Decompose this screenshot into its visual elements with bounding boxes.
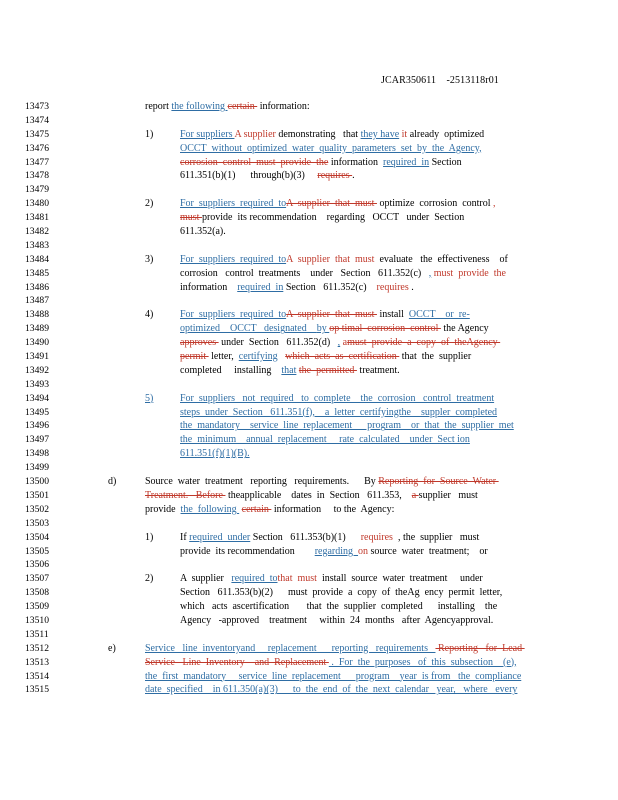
line-text xyxy=(180,364,400,378)
line-text xyxy=(180,433,470,447)
body-text: Section 611.353(b)(2) must provide a copy of theAg ency permit letter, xyxy=(180,587,503,599)
document-line xyxy=(0,642,618,656)
inserted-text: For suppliers required to xyxy=(180,198,287,210)
document-suffix: -2513118r01 xyxy=(446,75,499,86)
changed-text: A supplier xyxy=(234,128,276,140)
inserted-text: required to xyxy=(231,573,278,585)
inserted-text: regarding xyxy=(314,545,359,557)
line-number: 13505 xyxy=(25,545,49,557)
line-number: 13486 xyxy=(25,281,49,293)
line-number: 13474 xyxy=(25,114,49,126)
inserted-text: . For the purposes of this subsection (e), xyxy=(328,656,517,668)
line-number: 13511 xyxy=(25,628,49,640)
body-text: Section 611.352(c) xyxy=(283,281,377,293)
deleted-text: Reporting for Source Water xyxy=(378,476,499,488)
document-line xyxy=(0,156,618,170)
document-line xyxy=(0,461,618,475)
line-text xyxy=(145,670,521,684)
inserted-text: that xyxy=(281,364,297,376)
line-number: 13514 xyxy=(25,670,49,682)
changed-text: that must xyxy=(277,573,317,585)
deleted-text: A supplier that must xyxy=(286,309,377,321)
line-number: 13491 xyxy=(25,351,49,363)
body-text: the Agency xyxy=(440,323,489,335)
deleted-text: op timal corrosion control xyxy=(329,323,441,335)
list-label: e) xyxy=(108,642,116,654)
inserted-text: date specified in 611.350(a)(3) to the end of the next calendar year, where every xyxy=(145,684,518,696)
line-text xyxy=(180,336,500,350)
body-text: Agency -approved treatment within 24 months after Agencyapproval. xyxy=(180,614,494,626)
body-text: Section 611.353(b)(1) xyxy=(250,531,361,543)
line-number: 13482 xyxy=(25,226,49,238)
body-text: A supplier xyxy=(180,573,232,585)
body-text: . xyxy=(408,281,414,293)
list-label: d) xyxy=(108,476,117,488)
line-number: 13478 xyxy=(25,170,49,182)
line-text xyxy=(180,322,489,336)
document-line xyxy=(0,183,618,197)
body-text: Section xyxy=(429,156,462,168)
line-number: 13488 xyxy=(25,309,49,321)
line-number: 13510 xyxy=(25,614,49,626)
deleted-text: Reporting for Lead xyxy=(435,642,525,654)
inserted-text: For suppliers required to xyxy=(180,253,287,265)
inserted-text: steps under Section 611.351(f), a letter certifyingthe suppler completed xyxy=(180,406,498,418)
line-number: 13487 xyxy=(25,295,49,307)
inserted-text: OCCT without optimized water quality parameters set by the Agency, xyxy=(180,142,482,154)
body-text: that the supplier xyxy=(399,351,472,363)
line-text xyxy=(180,406,497,420)
line-number: 13480 xyxy=(25,198,49,210)
line-text xyxy=(180,169,355,183)
body-text: under Section 611.352(d) xyxy=(218,337,338,349)
line-number: 13484 xyxy=(25,253,49,265)
line-number: 13496 xyxy=(25,420,49,432)
deleted-text: requires xyxy=(317,170,353,182)
changed-text: , xyxy=(493,198,496,210)
line-number: 13493 xyxy=(25,378,49,390)
inserted-text: required in xyxy=(383,156,430,168)
body-text: demonstrating that xyxy=(275,128,361,140)
line-text xyxy=(145,656,517,670)
changed-text: must provide the xyxy=(431,267,506,279)
line-text xyxy=(145,489,478,503)
inserted-text: by xyxy=(316,323,330,335)
deleted-text: certain xyxy=(241,503,272,515)
line-text xyxy=(145,683,517,697)
changed-text: A supplier that must xyxy=(286,253,375,265)
line-number: 13489 xyxy=(25,323,49,335)
line-text xyxy=(180,142,482,156)
body-text: information to the Agency: xyxy=(271,503,395,515)
document-body xyxy=(0,100,618,697)
document-line xyxy=(0,683,618,697)
document-line xyxy=(0,572,618,586)
line-number: 13475 xyxy=(25,128,49,140)
line-text xyxy=(180,267,506,281)
line-text xyxy=(180,419,514,433)
deleted-text: Service Line Inventory and Replacement xyxy=(145,656,329,668)
body-text: supplier must xyxy=(418,489,478,501)
inserted-text: For suppliers required to xyxy=(180,309,287,321)
deleted-text: certain xyxy=(227,101,258,112)
document-line xyxy=(0,169,618,183)
line-number: 13506 xyxy=(25,559,49,571)
deleted-text: a xyxy=(411,489,419,501)
line-text xyxy=(180,225,226,239)
inserted-text: 611.351(f)(1)(B). xyxy=(180,448,250,460)
changed-text: requires xyxy=(360,531,393,543)
document-line xyxy=(0,100,618,114)
line-number: 13509 xyxy=(25,601,49,613)
document-line xyxy=(0,600,618,614)
document-line xyxy=(0,281,618,295)
document-line xyxy=(0,628,618,642)
line-number: 13485 xyxy=(25,267,49,279)
line-number: 13515 xyxy=(25,684,49,696)
line-number: 13498 xyxy=(25,448,49,460)
line-number: 13501 xyxy=(25,489,49,501)
deleted-text: Treatment. Before xyxy=(145,489,226,501)
document-line xyxy=(0,406,618,420)
body-text: 611.351(b)(1) through(b)(3) xyxy=(180,170,318,182)
inserted-text: the mandatory service line replacement program or that the supplier met xyxy=(180,420,514,432)
document-line xyxy=(0,419,618,433)
inserted-text: certifying xyxy=(238,351,278,363)
body-text: provide its recommendation xyxy=(180,545,315,557)
deleted-text: permit xyxy=(180,351,209,363)
document-line xyxy=(0,142,618,156)
line-text xyxy=(180,156,462,170)
list-label: 1) xyxy=(145,128,154,140)
list-label: 2) xyxy=(145,198,154,210)
body-text: . xyxy=(352,170,355,182)
document-line xyxy=(0,225,618,239)
inserted-text: OCCT or re- xyxy=(408,309,470,321)
body-text: information xyxy=(180,281,238,293)
inserted-text: the following xyxy=(180,503,240,515)
line-number: 13502 xyxy=(25,503,49,515)
document-line xyxy=(0,114,618,128)
inserted-text: the first mandatory service line replacement program year is from the compliance xyxy=(145,670,522,682)
document-header xyxy=(381,75,499,86)
document-line xyxy=(0,558,618,572)
line-number: 13492 xyxy=(25,364,49,376)
line-text xyxy=(180,531,479,545)
inserted-text: required under xyxy=(189,531,251,543)
document-line xyxy=(0,614,618,628)
body-text: 611.352(a). xyxy=(180,226,226,238)
body-text: If xyxy=(180,531,190,543)
body-text: corrosion control treatments under Section 611.352(c) xyxy=(180,267,429,279)
document-line xyxy=(0,517,618,531)
body-text: information: xyxy=(257,101,310,112)
line-number: 13500 xyxy=(25,476,49,488)
changed-text: it xyxy=(399,128,408,140)
list-label: 3) xyxy=(145,253,154,265)
document-line xyxy=(0,211,618,225)
document-line xyxy=(0,503,618,517)
body-text: , the supplier must xyxy=(392,531,480,543)
body-text: completed installing xyxy=(180,364,282,376)
document-line xyxy=(0,378,618,392)
body-text: report xyxy=(145,101,172,112)
line-text xyxy=(180,211,464,225)
body-text: which acts ascertification that the supplier completed installing the xyxy=(180,601,498,613)
body-text: information xyxy=(328,156,384,168)
changed-text: requires xyxy=(376,281,409,293)
line-number: 13479 xyxy=(25,184,49,196)
document-line xyxy=(0,670,618,684)
body-text: provide its recommendation regarding OCCT under Section xyxy=(201,212,465,224)
list-label: 1) xyxy=(145,531,154,543)
line-text xyxy=(145,503,394,517)
line-text xyxy=(180,281,414,295)
line-number: 13481 xyxy=(25,212,49,224)
body-text: optimize corrosion control xyxy=(376,198,494,210)
body-text: evaluate the effectiveness of xyxy=(374,253,508,265)
line-text xyxy=(180,253,508,267)
document-line xyxy=(0,475,618,489)
document-line xyxy=(0,392,618,406)
body-text: already optimized xyxy=(407,128,485,140)
body-text: letter, xyxy=(208,351,239,363)
line-text xyxy=(180,545,488,559)
inserted-text: Service line inventoryand replacement reporting requirements xyxy=(145,642,436,654)
line-text xyxy=(180,392,494,406)
body-text: source water treatment; or xyxy=(368,545,488,557)
document-line xyxy=(0,294,618,308)
changed-text: on xyxy=(358,545,369,557)
line-number: 13513 xyxy=(25,656,49,668)
body-text: install xyxy=(376,309,409,321)
line-number: 13512 xyxy=(25,642,49,654)
line-text xyxy=(180,614,493,628)
line-number: 13508 xyxy=(25,587,49,599)
body-text: install source water treatment under xyxy=(316,573,483,585)
line-text xyxy=(145,475,499,489)
line-number: 13494 xyxy=(25,392,49,404)
document-line xyxy=(0,322,618,336)
changed-text: a xyxy=(340,337,348,349)
line-text xyxy=(145,100,310,114)
document-line xyxy=(0,447,618,461)
line-number: 13476 xyxy=(25,142,49,154)
list-label: 5) xyxy=(145,392,154,404)
line-number: 13497 xyxy=(25,434,49,446)
document-line xyxy=(0,267,618,281)
inserted-text: , xyxy=(337,337,341,349)
inserted-text: optimized OCCT designated xyxy=(180,323,317,335)
line-text xyxy=(180,350,471,364)
line-text xyxy=(180,586,502,600)
document-line xyxy=(0,197,618,211)
body-text: treatment. xyxy=(356,364,400,376)
deleted-text: must provide a copy of theAgency xyxy=(347,337,501,349)
document-line xyxy=(0,531,618,545)
line-number: 13483 xyxy=(25,239,49,251)
document-line xyxy=(0,128,618,142)
list-label: 2) xyxy=(145,573,154,585)
line-number: 13507 xyxy=(25,573,49,585)
deleted-text: corrosion control must provide the xyxy=(180,156,329,168)
document-line xyxy=(0,336,618,350)
inserted-text: the minimum annual replacement rate calculated under Sect ion xyxy=(180,434,470,446)
deleted-text: must xyxy=(180,212,202,224)
inserted-text: For suppliers xyxy=(180,128,235,140)
document-code: JCAR350611 xyxy=(381,75,437,86)
line-text xyxy=(180,308,470,322)
document-line xyxy=(0,364,618,378)
document-line xyxy=(0,239,618,253)
document-line xyxy=(0,350,618,364)
line-text xyxy=(145,642,525,656)
line-text xyxy=(180,128,484,142)
document-line xyxy=(0,489,618,503)
document-line xyxy=(0,433,618,447)
list-label: 4) xyxy=(145,309,154,321)
body-text: theapplicable dates in Section 611.353, xyxy=(225,489,412,501)
line-number: 13477 xyxy=(25,156,49,168)
deleted-text: approves xyxy=(180,337,219,349)
inserted-text: For suppliers not required to complete the corrosion control treatment xyxy=(180,392,495,404)
line-number: 13504 xyxy=(25,531,49,543)
body-text: provide xyxy=(145,503,181,515)
line-number: 13495 xyxy=(25,406,49,418)
line-number: 13503 xyxy=(25,517,49,529)
document-line xyxy=(0,656,618,670)
line-text xyxy=(180,197,496,211)
inserted-text: required in xyxy=(237,281,284,293)
document-line xyxy=(0,308,618,322)
deleted-text: A supplier that must xyxy=(286,198,377,210)
inserted-text: the following xyxy=(171,101,228,112)
line-text xyxy=(180,600,497,614)
line-number: 13499 xyxy=(25,462,49,474)
line-text xyxy=(180,572,483,586)
document-line xyxy=(0,545,618,559)
deleted-text: which acts as certification xyxy=(285,351,400,363)
inserted-text: , xyxy=(428,267,432,279)
line-number: 13490 xyxy=(25,337,49,349)
body-text: Source water treatment reporting requirements. By xyxy=(145,476,379,488)
inserted-text: they have xyxy=(360,128,400,140)
deleted-text: the permitted xyxy=(298,364,357,376)
document-line xyxy=(0,586,618,600)
document-line xyxy=(0,253,618,267)
line-number: 13473 xyxy=(25,101,49,112)
line-text xyxy=(180,447,250,461)
